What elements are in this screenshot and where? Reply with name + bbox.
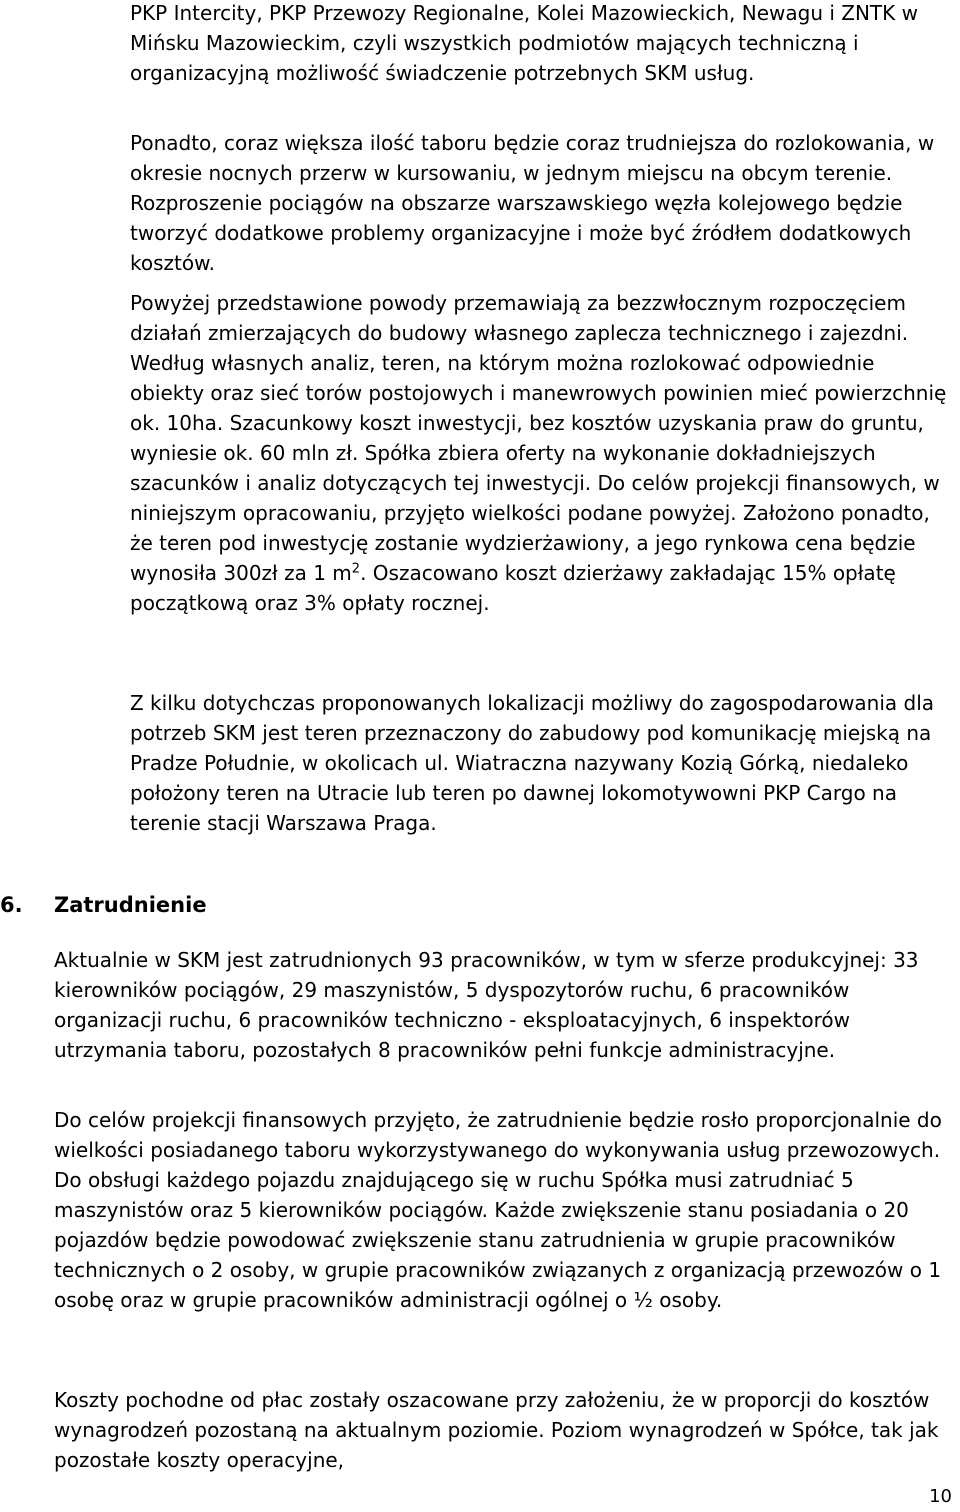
paragraph-depot-investment bbox=[130, 288, 950, 618]
paragraph-rolling-stock-dispersion: Ponadto, coraz większa ilość taboru będzie coraz trudniejsza do rozlokowania, w okresie nocnych przerw w kursowaniu, w jednym miejscu na obcym terenie. Rozproszenie pociągów na obszarze warszawskiego węzła kolejowego będzie tworzyć dodatkowe problemy organizacyjne i może być źródłem dodatkowych kosztów. bbox=[130, 131, 935, 275]
section-number: 6. bbox=[0, 893, 23, 917]
paragraph-depot-investment-tail: . Oszacowano koszt dzierżawy zakładając 15% opłatę początkową oraz 3% opłaty rocznej. bbox=[130, 561, 896, 615]
paragraph-salary-costs: Koszty pochodne od płac zostały oszacowane przy założeniu, że w proporcji do kosztów wynagrodzeń pozostaną na aktualnym poziomie. Poziom wynagrodzeń w Spółce, tak jak pozostałe koszty operacyjne, bbox=[54, 1388, 939, 1472]
paragraph-current-employment: Aktualnie w SKM jest zatrudnionych 93 pracowników, w tym w sferze produkcyjnej: 33 kierowników pociągów, 29 maszynistów, 5 dyspozytorów ruchu, 6 pracowników organizacji ruchu, 6 pracowników techniczno - eksploatacyjnych, 6 inspektorów utrzymania taboru, pozostałych 8 pracowników pełni funkcje administracyjne. bbox=[54, 948, 919, 1062]
page-number: 10 bbox=[929, 1486, 952, 1507]
paragraph-service-providers: PKP Intercity, PKP Przewozy Regionalne, Kolei Mazowieckich, Newagu i ZNTK w Mińsku Mazowieckim, czyli wszystkich podmiotów mających techniczną i organizacyjną możliwość świadczenie potrzebnych SKM usług. bbox=[130, 1, 918, 85]
superscript-square-meter: 2 bbox=[351, 561, 361, 577]
section-title: Zatrudnienie bbox=[54, 893, 207, 917]
paragraph-location-options: Z kilku dotychczas proponowanych lokalizacji możliwy do zagospodarowania dla potrzeb SKM jest teren przeznaczony do zabudowy pod komunikację miejską na Pradze Południe, w okolicach ul. Wiatraczna nazywany Kozią Górką, niedaleko położony teren na Utracie lub teren po dawnej lokomotywowni PKP Cargo na terenie stacji Warszawa Praga. bbox=[130, 691, 935, 835]
paragraph-depot-investment-text: Powyżej przedstawione powody przemawiają za bezzwłocznym rozpoczęciem działań zmierzających do budowy własnego zaplecza technicznego i zajezdni. Według własnych analiz, teren, na którym można rozlokować odpowiednie obiekty oraz sieć torów postojowych i manewrowych powinien mieć powierzchnię ok. 10ha. Szacunkowy koszt inwestycji, bez kosztów uzyskania praw do gruntu, wyniesie ok. 60 mln zł. Spółka zbiera oferty na wykonanie dokładniejszych szacunków i analiz dotyczących tej inwestycji. Do celów projekcji finansowych, w niniejszym opracowaniu, przyjęto wielkości podane powyżej. Założono ponadto, że teren pod inwestycję zostanie wydzierżawiony, a jego rynkowa cena będzie wynosiła 300zł za 1 m bbox=[130, 291, 947, 585]
section-heading bbox=[0, 889, 207, 921]
paragraph-employment-projection: Do celów projekcji finansowych przyjęto, że zatrudnienie będzie rosło proporcjonalnie do wielkości posiadanego taboru wykorzystywanego do wykonywania usług przewozowych. Do obsługi każdego pojazdu znajdującego się w ruchu Spółka musi zatrudniać 5 maszynistów oraz 5 kierowników pociągów. Każde zwiększenie stanu posiadania o 20 pojazdów będzie powodować zwiększenie stanu zatrudnienia w grupie pracowników technicznych o 2 osoby, w grupie pracowników związanych z organizacją przewozów o 1 osobę oraz w grupie pracowników administracji ogólnej o ½ osoby. bbox=[54, 1108, 942, 1312]
